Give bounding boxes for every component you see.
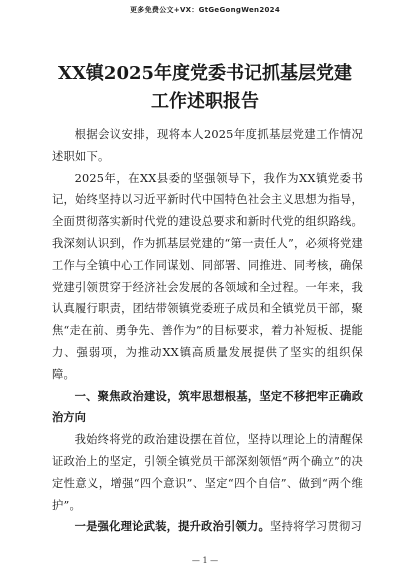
sub-point-lead: 一是强化理论武装，提升政治引领力。 — [74, 520, 271, 534]
sub-point-text: 坚持将学习贯彻习 — [270, 520, 363, 534]
intro-paragraph: 根据会议安排，现将本人2025年度抓基层党建工作情况述职如下。 — [52, 128, 363, 163]
section-paragraph: 我始终将党的政治建设摆在首位，坚持以理论上的清醒保证政治上的坚定，引领全镇党员干部深刻领悟“两个确立”的决定性意义，增强“四个意识”、坚定“四个自信”、做到“两个维护”。 — [52, 433, 363, 512]
page-number: — 1 — — [191, 556, 219, 565]
top-banner: 更多免费公文+VX：GtGeGongWen2024 — [130, 6, 280, 14]
section-heading: 一、聚焦政治建设，筑牢思想根基，坚定不移把牢正确政治方向 — [52, 389, 363, 425]
document-body — [52, 124, 363, 538]
sub-point-paragraph — [52, 516, 363, 538]
overview-paragraph: 2025年，在XX县委的坚强领导下，我作为XX镇党委书记，始终坚持以习近平新时代中国特色社会主义思想为指导，全面贯彻落实新时代党的建设总要求和新时代党的组织路线。我深刻认识到，作为抓基层党建的“第一责任人”，必须将党建工作与全镇中心工作同谋划、同部署、同推进、同考核，确保党建引领贯穿于经济社会发展的各领域和全过程。一年来，我认真履行职责，团结带领镇党委班子成员和全镇党员干部，聚焦“走在前、勇争先、善作为”的目标要求，着力补短板、提能力、强弱项，为推动XX镇高质量发展提供了坚实的组织保障。 — [52, 171, 363, 381]
document-title: XX镇2025年度党委书记抓基层党建工作述职报告 — [57, 63, 353, 112]
